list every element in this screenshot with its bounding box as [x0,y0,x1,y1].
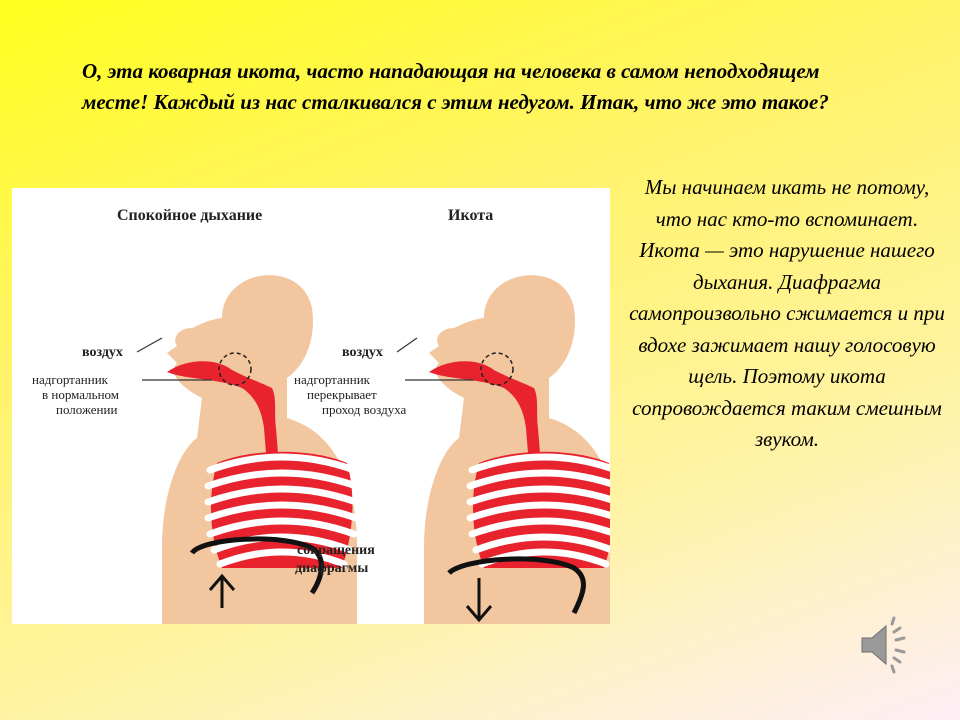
left-epiglottis-line3: положении [56,402,118,417]
right-epiglottis-line2: перекрывает [307,387,377,402]
intro-text: О, эта коварная икота, часто нападающая на человека в самом неподходящем месте! Каждый из нас сталкивался с этим недугом. Итак, что же это такое? [82,59,829,114]
person-hiccup [424,275,610,624]
left-air-label: воздух [82,345,123,360]
right-title: Икота [448,207,494,224]
left-epiglottis-line2: в нормальном [42,387,120,402]
diaphragm-line2: диафрагмы [295,561,369,576]
left-epiglottis-line1: надгортанник [32,372,108,387]
speaker-icon[interactable] [848,610,918,680]
right-epiglottis-line3: проход воздуха [322,402,407,417]
left-title: Спокойное дыхание [117,207,263,224]
side-text: Мы начинаем икать не потому, что нас кто-то вспоминает. Икота — это нарушение нашего дыхания. Диафрагма самопроизвольно сжимается и при вдохе зажимает нашу голосовую щель. Поэтому икота сопровождается таким смешным звуком. [629,175,945,451]
breathing-diagram-svg [12,188,610,624]
right-epiglottis-line1: надгортанник [294,372,370,387]
diaphragm-line1: сокращения [297,543,375,558]
breathing-diagram [12,188,610,624]
right-air-label: воздух [342,345,383,360]
